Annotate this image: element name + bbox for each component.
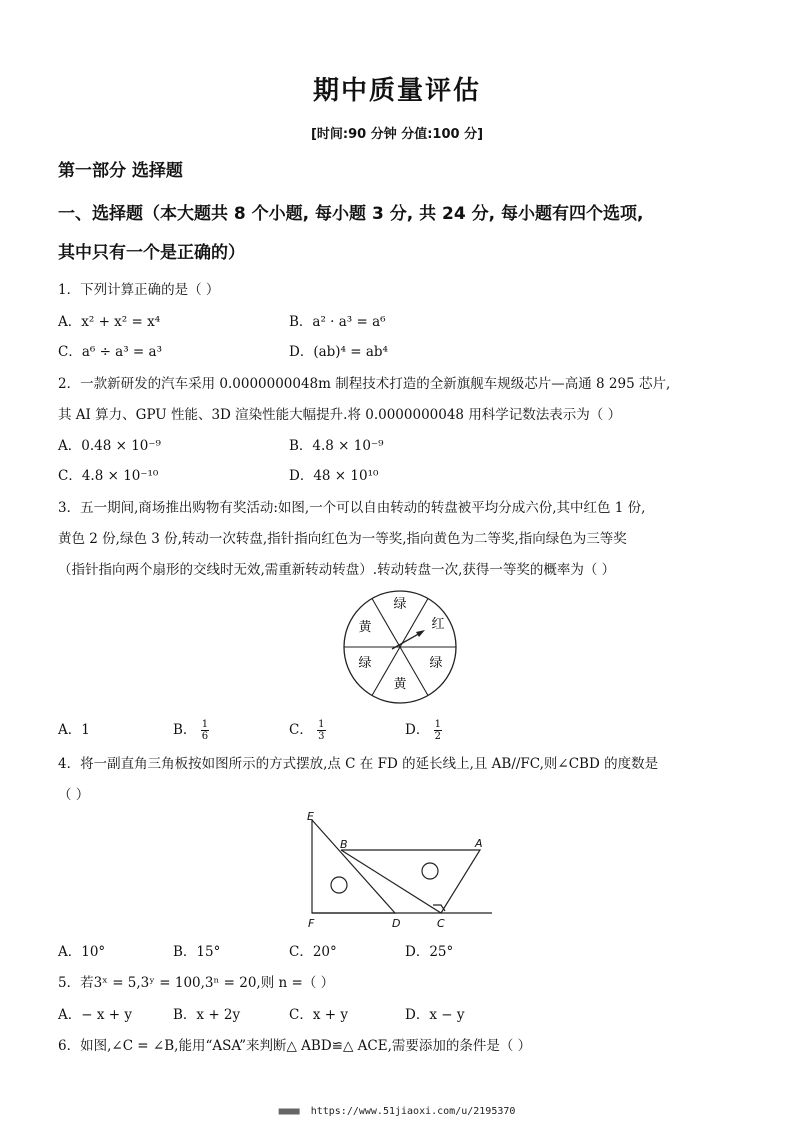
- page-title: 期中质量评估: [312, 76, 481, 106]
- q2-option-c: C．4.8 × 10⁻¹⁰: [58, 468, 159, 484]
- q1-option-c: C．a⁶ ÷ a³ = a³: [58, 344, 162, 360]
- q4-option-a: A．10°: [58, 944, 106, 960]
- point-b-label: B: [340, 838, 348, 851]
- point-c-label: C: [437, 917, 445, 930]
- triangle-efd: [312, 820, 395, 913]
- question-1-stem: 1．下列计算正确的是（ ）: [58, 282, 220, 298]
- q1-option-d: D．(ab)⁴ = ab⁴: [289, 344, 388, 360]
- q3-option-b: B． $\frac{1}{6}$: [173, 719, 209, 742]
- q1-option-b: B．a² · a³ = a⁶: [289, 314, 386, 330]
- question-3-line3: （指针指向两个扇形的交线时无效,需重新转动转盘）.转动转盘一次,获得一等奖的概率为（ ）: [58, 562, 616, 578]
- q3-option-d: D． $\frac{1}{2}$: [405, 719, 441, 742]
- q4-option-d: D．25°: [405, 944, 454, 960]
- triangle-hole-left: [331, 877, 347, 893]
- question-5-stem: 5．若3ˣ = 5,3ʸ = 100,3ⁿ = 20,则 n =（ ）: [58, 975, 335, 991]
- point-a-label: A: [475, 837, 483, 850]
- triangle-set-figure: [300, 808, 500, 930]
- q5-option-c: C．x + y: [289, 1007, 348, 1023]
- section-heading-line2: 其中只有一个是正确的）: [58, 243, 245, 263]
- wheel-label-lower-left: 绿: [358, 656, 372, 671]
- point-d-label: D: [392, 917, 401, 930]
- footer-url[interactable]: https://www.51jiaoxi.com/u/2195370: [310, 1106, 516, 1117]
- q3-option-a: A．1: [58, 722, 90, 738]
- wheel-label-upper-left: 黄: [358, 620, 372, 635]
- page-footer: [0, 1106, 794, 1117]
- wheel-label-top: 绿: [393, 597, 407, 612]
- exam-info: [时间:90 分钟 分值:100 分]: [310, 127, 484, 142]
- question-2-line2: 其 AI 算力、GPU 性能、3D 渲染性能大幅提升.将 0.0000000048 用科学记数法表示为（ ）: [58, 407, 622, 423]
- q3-option-c: C． $\frac{1}{3}$: [289, 719, 325, 742]
- point-f-label: F: [308, 917, 315, 930]
- q5-option-d: D．x − y: [405, 1007, 465, 1023]
- q5-option-b: B．x + 2y: [173, 1007, 241, 1023]
- part-heading: 第一部分 选择题: [58, 161, 183, 181]
- q5-option-a: A．− x + y: [58, 1007, 132, 1023]
- question-6-stem: 6．如图,∠C = ∠B,能用“ASA”来判断△ ABD≌△ ACE,需要添加的条件是（ ）: [58, 1038, 532, 1054]
- q4-option-c: C．20°: [289, 944, 337, 960]
- wheel-label-lower-right: 绿: [429, 656, 443, 671]
- q2-option-d: D．48 × 10¹⁰: [289, 468, 379, 484]
- q2-option-b: B．4.8 × 10⁻⁹: [289, 438, 384, 454]
- wheel-label-bottom: 黄: [393, 677, 407, 692]
- footer-marks: ■■■■: [278, 1106, 299, 1117]
- spinner-wheel-figure: [330, 588, 470, 706]
- triangle-hole-right: [422, 863, 438, 879]
- q1-option-a: A．x² + x² = x⁴: [58, 314, 161, 330]
- section-heading-line1: 一、选择题（本大题共 8 个小题, 每小题 3 分, 共 24 分, 每小题有四个选项,: [58, 204, 644, 224]
- question-4-line2: （ ）: [58, 787, 90, 803]
- question-2-line1: 2．一款新研发的汽车采用 0.0000000048m 制程技术打造的全新旗舰车规级芯片—高通 8 295 芯片,: [58, 376, 671, 392]
- q2-option-a: A．0.48 × 10⁻⁹: [58, 438, 161, 454]
- question-3-line2: 黄色 2 份,绿色 3 份,转动一次转盘,指针指向红色为一等奖,指向黄色为二等奖,指向绿色为三等奖: [58, 531, 627, 547]
- triangle-bac: [341, 850, 480, 913]
- pointer-arrow-head: [416, 630, 425, 637]
- point-e-label: E: [307, 810, 314, 823]
- wheel-label-upper-right: 红: [431, 617, 445, 632]
- question-4-line1: 4．将一副直角三角板按如图所示的方式摆放,点 C 在 FD 的延长线上,且 AB//FC,则∠CBD 的度数是: [58, 756, 659, 772]
- question-3-line1: 3．五一期间,商场推出购物有奖活动:如图,一个可以自由转动的转盘被平均分成六份,其中红色 1 份,: [58, 500, 646, 516]
- q4-option-b: B．15°: [173, 944, 221, 960]
